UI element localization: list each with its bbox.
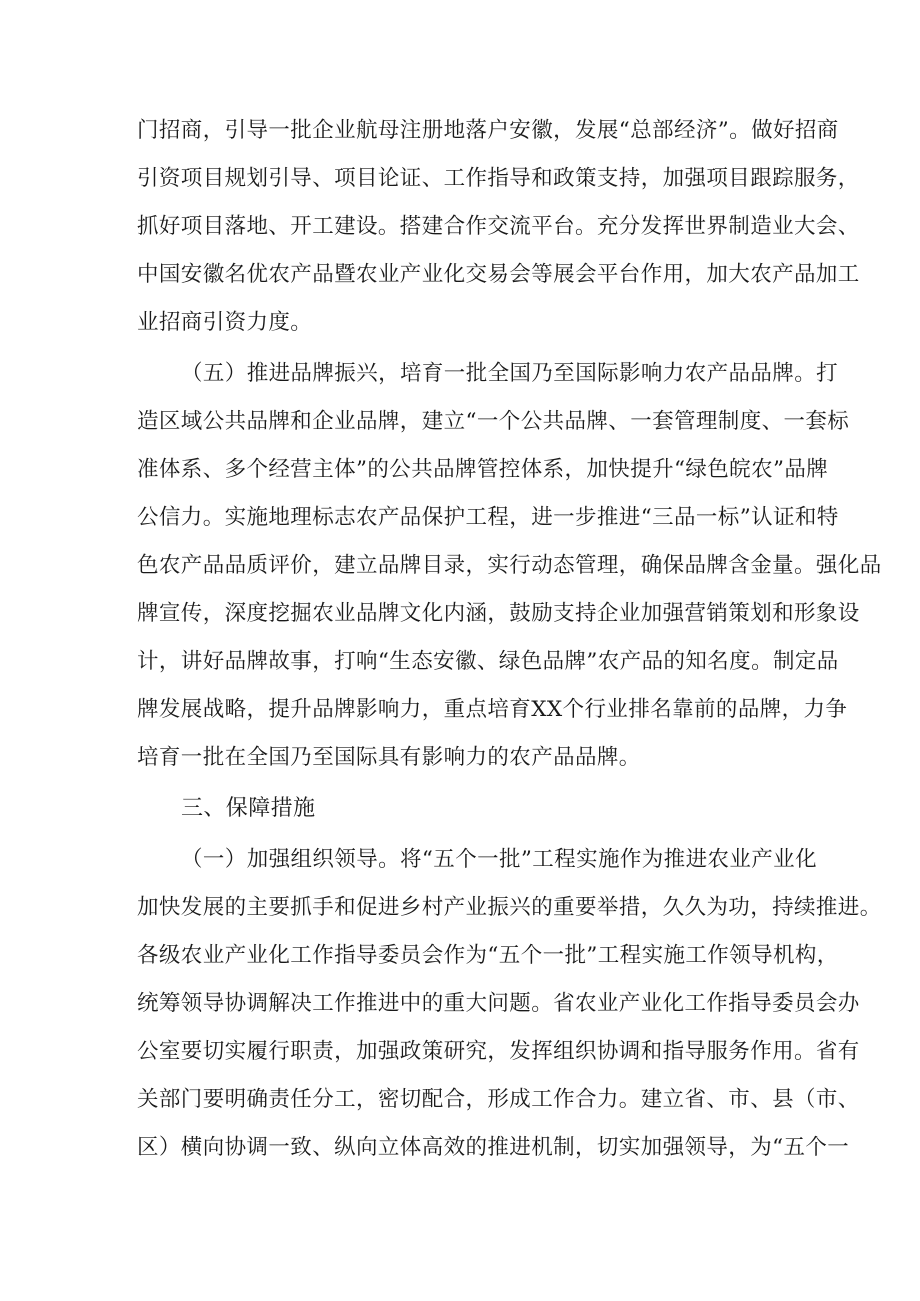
text-line: 准体系、多个经营主体”的公共品牌管控体系，加快提升“绿色皖农”品牌: [137, 457, 829, 482]
text-line: 公信力。实施地理标志农产品保护工程，进一步推进“三品一标”认证和特: [137, 505, 839, 530]
text-line: 门招商，引导一批企业航母注册地落户安徽，发展“总部经济”。做好招商: [137, 118, 839, 143]
text-line: 各级农业产业化工作指导委员会作为“五个一批”工程实施工作领导机构，: [137, 943, 839, 968]
paragraph-start-line: （五）推进品牌振兴，培育一批全国乃至国际影响力农产品品牌。打: [181, 361, 839, 386]
text-line: 统筹领导协调解决工作推进中的重大问题。省农业产业化工作指导委员会办: [137, 991, 860, 1016]
text-line: 加快发展的主要抓手和促进乡村产业振兴的重要举措，久久为功，持续推进。: [137, 895, 882, 920]
paragraph-start-line: （一）加强组织领导。将“五个一批”工程实施作为推进农业产业化: [181, 847, 817, 872]
text-line: 中国安徽名优农产品暨农业产业化交易会等展会平台作用，加大农产品加工: [137, 262, 860, 287]
text-line: 引资项目规划引导、项目论证、工作指导和政策支持，加强项目跟踪服务，: [137, 166, 860, 191]
text-line: 色农产品品质评价，建立品牌目录，实行动态管理，确保品牌含金量。强化品: [137, 553, 882, 578]
text-line: 牌发展战略，提升品牌影响力，重点培育XX个行业排名靠前的品牌，力争: [137, 697, 848, 722]
text-line: 公室要切实履行职责，加强政策研究，发挥组织协调和指导服务作用。省有: [137, 1039, 860, 1064]
text-line: 区）横向协调一致、纵向立体高效的推进机制，切实加强领导，为“五个一: [137, 1135, 850, 1160]
text-line: 牌宣传，深度挖掘农业品牌文化内涵，鼓励支持企业加强营销策划和形象设: [137, 601, 860, 626]
section-heading: 三、保障措施: [181, 796, 316, 821]
text-line: 抓好项目落地、开工建设。搭建合作交流平台。充分发挥世界制造业大会、: [137, 214, 860, 239]
text-line: 计，讲好品牌故事，打响“生态安徽、绿色品牌”农产品的知名度。制定品: [137, 649, 839, 674]
text-line: 关部门要明确责任分工，密切配合，形成工作合力。建立省、市、县（市、: [137, 1087, 860, 1112]
text-line: 造区域公共品牌和企业品牌，建立“一个公共品牌、一套管理制度、一套标: [137, 409, 850, 434]
text-line: 业招商引资力度。: [137, 310, 313, 335]
text-line: 培育一批在全国乃至国际具有影响力的农产品品牌。: [137, 745, 641, 770]
